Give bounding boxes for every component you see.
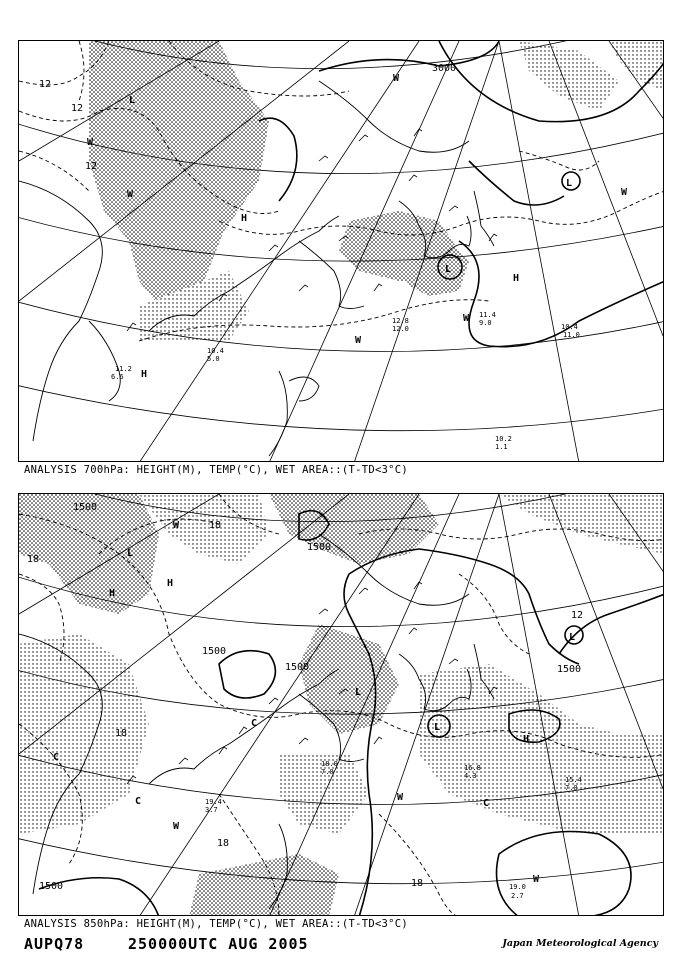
contour-label: 12 (71, 103, 84, 114)
map-850hpa-graphic (19, 494, 664, 916)
cold-center: C (135, 796, 142, 807)
station-dewpoint: 12.0 (392, 325, 409, 333)
cold-center: C (53, 752, 60, 763)
warm-center: W (355, 335, 362, 346)
low-center: L (127, 548, 134, 559)
contour-label: 12 (39, 79, 52, 90)
warm-center: W (87, 137, 94, 148)
contour-label: 18 (27, 554, 40, 565)
low-center: L (355, 687, 362, 698)
contour-label: 18 (209, 520, 222, 531)
station-temp: 11.4 (479, 311, 496, 319)
station-temp: 19.4 (205, 798, 222, 806)
station-temp: 10.4 (561, 323, 578, 331)
low-center: L (129, 95, 136, 106)
warm-center: W (621, 187, 628, 198)
product-code: AUPQ78 (24, 935, 85, 953)
station-dewpoint: 7.0 (321, 768, 334, 776)
warm-center: W (533, 874, 540, 885)
station-temp: 10.4 (207, 347, 224, 355)
low-center: L (434, 722, 441, 733)
wet-areas-850 (19, 494, 664, 916)
map-700hpa (18, 40, 664, 462)
high-center: H (523, 734, 530, 745)
warm-center: W (463, 313, 470, 324)
contour-label: 3000 (432, 63, 457, 74)
cold-center: C (251, 718, 258, 729)
station-temp: 10.2 (495, 435, 512, 443)
warm-center: W (173, 520, 180, 531)
station-temp: 16.8 (464, 764, 481, 772)
station-temp: 19.0 (509, 883, 526, 891)
cold-center: C (483, 798, 490, 809)
station-temp: 11.2 (115, 365, 132, 373)
low-center: L (445, 264, 452, 275)
contour-label: 18 (411, 878, 424, 889)
station-dewpoint: 5.0 (207, 355, 220, 363)
station-dewpoint: 7.0 (565, 784, 578, 792)
warm-center: W (173, 821, 180, 832)
station-dewpoint: 4.3 (464, 772, 477, 780)
warm-center: W (393, 73, 400, 84)
contour-label: 12 (85, 161, 98, 172)
contour-label: 12 (571, 610, 584, 621)
high-center: H (167, 578, 174, 589)
contour-label: 1500 (285, 662, 310, 673)
station-dewpoint: 1.1 (495, 443, 508, 451)
warm-center: W (127, 189, 134, 200)
station-dewpoint: 9.0 (479, 319, 492, 327)
contour-label: 18 (217, 838, 230, 849)
caption-700hpa: ANALYSIS 700hPa: HEIGHT(M), TEMP(°C), WET AREA::(T-TD<3°C) (24, 464, 409, 476)
valid-time: 250000UTC AUG 2005 (128, 935, 309, 953)
warm-center: W (397, 792, 404, 803)
contour-label: 1500 (557, 664, 582, 675)
contour-label: 1500 (307, 542, 332, 553)
high-center: H (241, 213, 248, 224)
station-temp: 18.0 (321, 760, 338, 768)
station-dewpoint: 11.0 (563, 331, 580, 339)
wet-areas-700 (89, 41, 664, 341)
caption-850hpa: ANALYSIS 850hPa: HEIGHT(M), TEMP(°C), WET AREA::(T-TD<3°C) (24, 918, 409, 930)
contour-label: 18 (115, 728, 128, 739)
map-700hpa-graphic (19, 41, 664, 462)
station-temp: 15.4 (565, 776, 582, 784)
contour-label: 1500 (39, 881, 64, 892)
low-center: L (566, 178, 573, 189)
map-850hpa (18, 493, 664, 916)
station-dewpoint: 3.7 (205, 806, 218, 814)
contour-label: 1500 (73, 502, 98, 513)
station-dewpoint: 6.6 (111, 373, 124, 381)
high-center: H (109, 588, 116, 599)
station-dewpoint: 2.7 (511, 892, 524, 900)
agency-credit: Japan Meteorological Agency (502, 938, 658, 949)
contour-label: 1500 (202, 646, 227, 657)
station-temp: 12.8 (392, 317, 409, 325)
high-center: H (513, 273, 520, 284)
low-center: L (569, 632, 576, 643)
high-center: H (141, 369, 148, 380)
